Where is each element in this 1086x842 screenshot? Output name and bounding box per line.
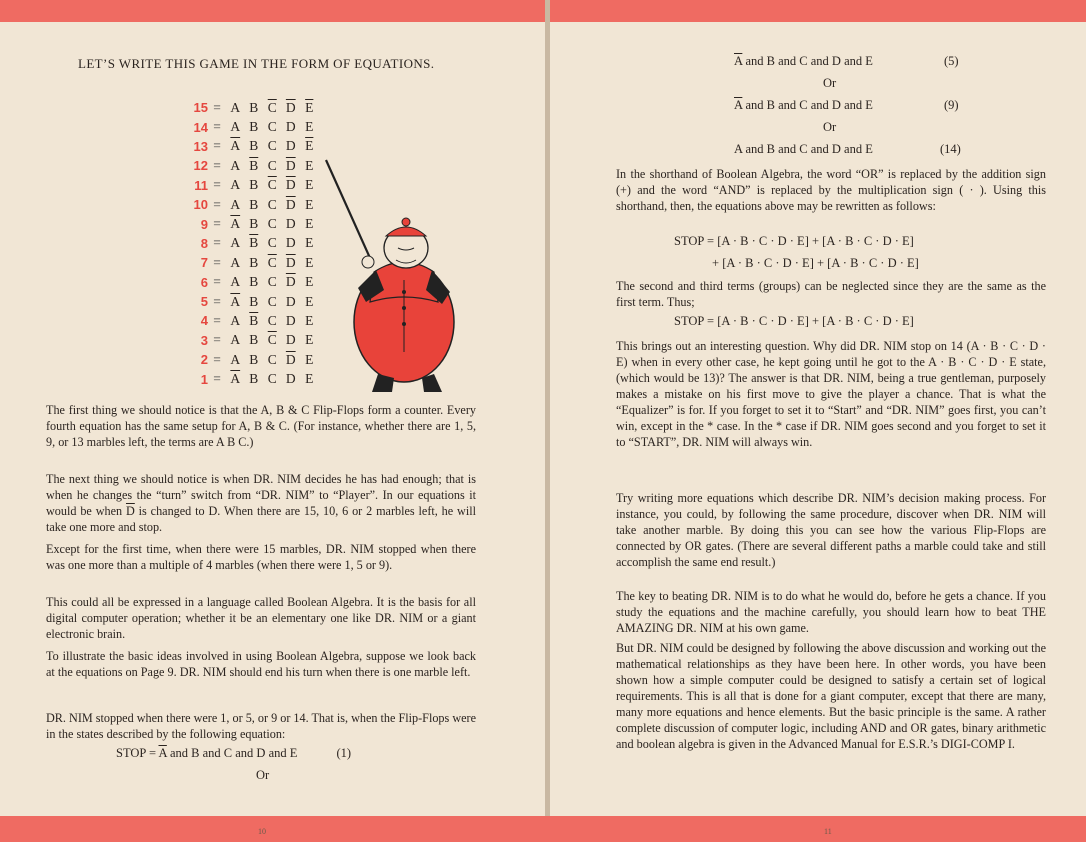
flipflop-variable: $\overline{E}$ — [305, 138, 314, 154]
flipflop-variable: $\overline{B}$ — [249, 235, 259, 251]
equals-sign: = — [213, 235, 221, 251]
flipflop-variable: $\overline{B}$ — [249, 312, 259, 328]
flipflop-variable: $\overline{A}$ — [230, 371, 241, 387]
paragraph-shorthand: In the shorthand of Boolean Algebra, the word “OR” is replaced by the addition sign (+) and the word “AND” is replaced by the multiplication sign ( · ). Using this shorthand, then, the equations above may be rewritten as follows: — [616, 167, 1046, 213]
equation-row — [182, 273, 319, 292]
stop-label: STOP = — [674, 234, 718, 248]
flipflop-variable: $\overline{D}$ — [285, 196, 296, 212]
flipflop-variable: $\overline{E}$ — [305, 99, 314, 115]
p2-start: The next thing we should notice is when DR. NIM decides he has had enough; that is when he changes the “turn” switch from “DR. NIM” to “Player”. In our equations it would be when — [46, 472, 476, 518]
paragraph-illustrate: To illustrate the basic ideas involved in using Boolean Algebra, suppose we look back at the equations on Page 9. DR. NIM should end his turn when there is one marble left. — [46, 649, 476, 679]
marble-count: 6 — [200, 274, 208, 290]
flipflop-variable: E — [305, 177, 314, 193]
marble-count: 15 — [193, 100, 208, 116]
stop-sum-reduced: STOP = [A · B · C · D · E] + [A · B · C · D · E] — [674, 314, 914, 328]
flipflop-variable: C — [267, 216, 277, 232]
flipflop-variable: C — [267, 196, 277, 212]
equation-row — [182, 214, 319, 233]
flipflop-variable: D — [285, 235, 296, 251]
flipflop-variable: D — [285, 119, 296, 135]
equation-row — [182, 98, 319, 117]
flipflop-variable: $\overline{C}$ — [267, 177, 277, 193]
flipflop-variable: B — [249, 332, 259, 348]
equation-row — [182, 292, 319, 311]
marble-count: 2 — [200, 352, 208, 368]
flipflop-variable: $\overline{B}$ — [249, 157, 259, 173]
p2-dbar: $\overline{D}$ — [125, 504, 135, 518]
equals-sign: = — [213, 274, 221, 290]
equals-sign: = — [213, 177, 221, 193]
marble-count: 12 — [193, 158, 208, 174]
paragraph-designed: But DR. NIM could be designed by following the above discussion and working out the mathematical relationships as they have been here. In other words, you have been shown how a simple computer could be designed to satisfy a certain set of logical requirements. This is all that is done for a giant computer, except that there are many, many more equations and hence elements. But the basic principle is the same. A rather complete discussion of computer logic, including AND and OR gates, binary arithmetic and boolean algebra is given in the Advanced Manual for E.S.R.’s DIGI-COMP I. — [616, 641, 1046, 751]
equals-sign: = — [213, 371, 221, 387]
equation-row — [182, 311, 319, 330]
flipflop-variable: E — [305, 274, 314, 290]
flipflop-variable: C — [267, 312, 277, 328]
paragraph-neglect: The second and third terms (groups) can be neglected since they are the same as the first term. Thus; — [616, 279, 1046, 309]
equation-number-1: (1) — [336, 746, 352, 760]
stop-sum-line-2: + [A · B · C · D · E] + [A · B · C · D · E] — [712, 256, 919, 270]
paragraph-try-writing: Try writing more equations which describe DR. NIM’s decision making process. For instance, you could, by following the same procedure, discover when DR. NIM will take another marble. By doing this you can see how the various Flip-Flops are connected by OR gates. (There are several different paths a marble could take and still accomplish the same end result.) — [616, 491, 1046, 569]
or-label-2: Or — [823, 120, 837, 134]
flipflop-variable: E — [305, 351, 314, 367]
or-label-1: Or — [823, 76, 837, 90]
flipflop-variable: B — [249, 119, 259, 135]
flipflop-variable: C — [267, 293, 277, 309]
flipflop-variable: $\overline{D}$ — [285, 99, 296, 115]
flipflop-variable: A — [230, 235, 241, 251]
equation-row — [182, 350, 319, 369]
stop-label-2: STOP = — [674, 314, 718, 328]
flipflop-variable: E — [305, 235, 314, 251]
equation-row — [182, 331, 319, 350]
plus-3: + — [813, 256, 828, 270]
equals-sign: = — [213, 216, 221, 232]
flipflop-variable: A — [230, 99, 241, 115]
marble-count: 8 — [200, 235, 208, 251]
equation-row — [182, 369, 319, 388]
equals-sign: = — [213, 99, 221, 115]
equals-sign: = — [213, 312, 221, 328]
equation-number-14: (14) — [940, 142, 961, 156]
flipflop-variable: $\overline{D}$ — [285, 177, 296, 193]
flipflop-variable: E — [305, 157, 314, 173]
flipflop-variable: A — [230, 312, 241, 328]
equals-sign: = — [213, 196, 221, 212]
marble-count: 1 — [200, 371, 208, 387]
flipflop-variable: A — [230, 177, 241, 193]
flipflop-variable: A — [230, 254, 241, 270]
equals-sign: = — [213, 293, 221, 309]
flipflop-variable: E — [305, 119, 314, 135]
term-3: A · B · C · D · E — [726, 256, 810, 270]
flipflop-variable: C — [267, 157, 277, 173]
flipflop-variable: $\overline{D}$ — [285, 254, 296, 270]
flipflop-variable: A — [230, 351, 241, 367]
marble-count: 5 — [200, 294, 208, 310]
paragraph-boolean-algebra: This could all be expressed in a language called Boolean Algebra. It is the basis for all digital computer operation; whether it be an elementary one like DR. NIM or a giant electronic brain. — [46, 595, 476, 641]
flipflop-variable: E — [305, 254, 314, 270]
flipflop-variable: B — [249, 138, 259, 154]
flipflop-variable: E — [305, 216, 314, 232]
flipflop-variable: E — [305, 371, 314, 387]
flipflop-variable: E — [305, 293, 314, 309]
flipflop-variable: $\overline{C}$ — [267, 332, 277, 348]
term-6: A · B · C · D · E — [826, 314, 910, 328]
flipflop-variable: B — [249, 99, 259, 115]
marble-count: 10 — [193, 197, 208, 213]
flipflop-variable: C — [267, 235, 277, 251]
eq5-a-bar: $\overline{A}$ — [734, 54, 743, 68]
stop-rest: and B and C and D and E — [166, 746, 298, 760]
flipflop-variable: A — [230, 119, 241, 135]
term-1: A · B · C · D · E — [721, 234, 805, 248]
flipflop-variable: B — [249, 196, 259, 212]
left-page — [0, 22, 545, 816]
marble-count: 13 — [193, 138, 208, 154]
flipflop-variable: D — [285, 371, 296, 387]
stop-prefix: STOP = — [116, 746, 159, 760]
flipflop-variable: D — [285, 312, 296, 328]
flipflop-variable: $\overline{C}$ — [267, 99, 277, 115]
flipflop-variable: $\overline{D}$ — [285, 157, 296, 173]
equals-sign: = — [213, 138, 221, 154]
eq9-a-bar: $\overline{A}$ — [734, 98, 743, 112]
marble-count: 14 — [193, 119, 208, 135]
term-4: A · B · C · D · E — [831, 256, 915, 270]
equation-row — [182, 234, 319, 253]
equation-row — [182, 156, 319, 175]
paragraph-key-to-beating: The key to beating DR. NIM is to do what he would do, before he gets a chance. If you study the equations and the machine carefully, you should learn how to beat THE AMAZING DR. NIM at his own game. — [616, 589, 1046, 635]
bottom-red-band — [0, 816, 1086, 842]
flipflop-variable: D — [285, 332, 296, 348]
flipflop-variable: B — [249, 293, 259, 309]
flipflop-variable: C — [267, 351, 277, 367]
paragraph-question: This brings out an interesting question. Why did DR. NIM stop on 14 (A · B · C · D · E) when in every other case, he kept going until he got to the A · B · C · D · E state, (which would be 13)? The answer is that DR. NIM, being a true gentleman, purposely makes a mistake on his first move to give the player a chance. That is what the “Equalizer” is for. If you forget to set it to “Start” and “DR. NIM” goes first, you can’t win, except in the * case. In the * case if DR. NIM goes second and you forget to set it to “START”, DR. NIM will always win. — [616, 339, 1046, 449]
equation-5 — [734, 54, 964, 69]
flipflop-variable: A — [230, 332, 241, 348]
plus-4: + — [808, 314, 823, 328]
flipflop-variable: B — [249, 177, 259, 193]
flipflop-variable: B — [249, 371, 259, 387]
equation-row — [182, 253, 319, 272]
stop-equation-1 — [116, 746, 351, 761]
flipflop-variable: D — [285, 138, 296, 154]
stop-a-bar: $\overline{A}$ — [158, 746, 167, 760]
right-page — [550, 22, 1086, 816]
flipflop-variable: A — [230, 157, 241, 173]
equals-sign: = — [213, 351, 221, 367]
equation-row — [182, 176, 319, 195]
dr-nim-figure — [318, 152, 478, 412]
flipflop-variable: $\overline{A}$ — [230, 293, 241, 309]
equals-sign: = — [213, 157, 221, 173]
flipflop-variable: $\overline{A}$ — [230, 216, 241, 232]
equals-sign: = — [213, 119, 221, 135]
plus-1: + — [808, 234, 823, 248]
flipflop-variable: B — [249, 274, 259, 290]
flipflop-variable: C — [267, 274, 277, 290]
eq5-rest: and B and C and D and E — [742, 54, 873, 68]
p2-end: is changed to D. When there are 15, 10, 6 or 2 marbles left, he will take one more and stop. — [46, 504, 477, 534]
flipflop-variable: $\overline{C}$ — [267, 254, 277, 270]
marble-count: 11 — [194, 177, 208, 193]
paragraph-stopped: DR. NIM stopped when there were 1, or 5, or 9 or 14. That is, when the Flip-Flops were in the states described by the following equation: — [46, 711, 476, 741]
flipflop-variable: D — [285, 293, 296, 309]
stop-sum-line-1: STOP = [A · B · C · D · E] + [A · B · C · D · E] — [674, 234, 914, 248]
flipflop-variable: B — [249, 351, 259, 367]
equation-row — [182, 137, 319, 156]
marble-count: 9 — [200, 216, 208, 232]
flipflop-variable: E — [305, 312, 314, 328]
equation-row — [182, 195, 319, 214]
paragraph-multiple-of-four: Except for the first time, when there were 15 marbles, DR. NIM stopped when there was one more than a multiple of 4 marbles (when there were 1, 5 or 9). — [46, 542, 476, 572]
equation-table — [182, 98, 319, 389]
marble-count: 3 — [200, 332, 208, 348]
flipflop-variable: C — [267, 371, 277, 387]
flipflop-variable: C — [267, 119, 277, 135]
paragraph-counter: The first thing we should notice is that the A, B & C Flip-Flops form a counter. Every fourth equation has the same setup for A, B & C. (For instance, whether there are 1, 5, 9, or 13 marbles left, the terms are A B C.) — [46, 403, 476, 449]
equation-number-5: (5) — [944, 54, 959, 68]
flipflop-variable: E — [305, 332, 314, 348]
flipflop-variable: $\overline{D}$ — [285, 274, 296, 290]
equals-sign: = — [213, 332, 221, 348]
term-5: A · B · C · D · E — [721, 314, 805, 328]
term-2: A · B · C · D · E — [826, 234, 910, 248]
equals-sign: = — [213, 254, 221, 270]
paragraph-turn-switch — [46, 471, 476, 535]
equation-9 — [734, 98, 964, 113]
flipflop-variable: B — [249, 254, 259, 270]
equation-number-9: (9) — [944, 98, 959, 112]
page-number-left: 10 — [258, 827, 266, 836]
flipflop-variable: B — [249, 216, 259, 232]
page-heading: LET’S WRITE THIS GAME IN THE FORM OF EQUATIONS. — [78, 56, 435, 71]
flipflop-variable: E — [305, 196, 314, 212]
marble-count: 4 — [200, 313, 208, 329]
equation-row — [182, 117, 319, 136]
flipflop-variable: A — [230, 196, 241, 212]
flipflop-variable: $\overline{A}$ — [230, 138, 241, 154]
flipflop-variable: $\overline{D}$ — [285, 351, 296, 367]
or-label: Or — [256, 768, 270, 782]
flipflop-variable: A — [230, 274, 241, 290]
eq9-rest: and B and C and D and E — [742, 98, 873, 112]
plus-2: + — [712, 256, 723, 270]
flipflop-variable: D — [285, 216, 296, 232]
equation-14: A and B and C and D and E — [734, 142, 873, 156]
flipflop-variable: C — [267, 138, 277, 154]
top-red-band — [0, 0, 1086, 22]
page-number-right: 11 — [824, 827, 832, 836]
marble-count: 7 — [200, 255, 208, 271]
